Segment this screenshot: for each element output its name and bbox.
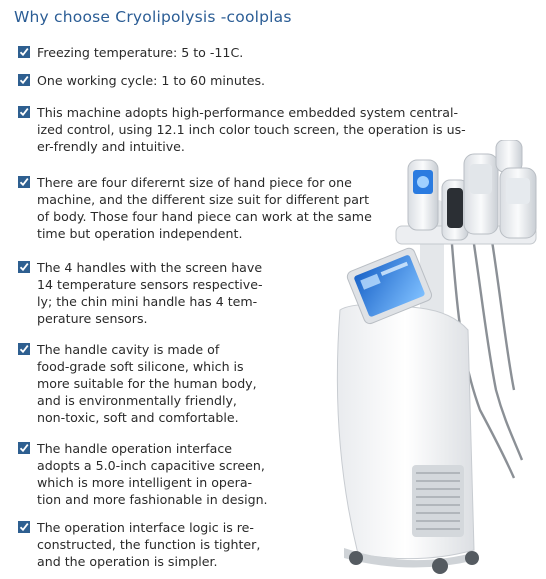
- checkbox-checked-icon: [18, 261, 30, 273]
- checkbox-checked-icon: [18, 176, 30, 188]
- feature-text-line: and is environmentally friendly,: [37, 393, 237, 408]
- feature-text-line: constructed, the function is tighter,: [37, 537, 261, 552]
- feature-text-line: The 4 handles with the screen have: [37, 260, 263, 275]
- feature-text-line: food-grade soft silicone, which is: [37, 359, 244, 374]
- page-title: Why choose Cryolipolysis -coolplas: [14, 8, 292, 26]
- feature-item: [18, 44, 243, 61]
- feature-text-line: time but operation independent.: [37, 226, 243, 241]
- feature-text-line: and the operation is simpler.: [37, 554, 218, 569]
- feature-text-line: There are four diferernt size of hand piece for one: [37, 175, 352, 190]
- checkbox-checked-icon: [18, 46, 30, 58]
- handle-piece: [464, 154, 498, 234]
- feature-text-line: tion and more fashionable in design.: [37, 492, 268, 507]
- feature-text-line: which is more intelligent in opera-: [37, 475, 253, 490]
- feature-text-line: ly; the chin mini handle has 4 tem-: [37, 294, 258, 309]
- feature-text-line: more suitable for the human body,: [37, 376, 257, 391]
- feature-text-line: of body. Those four hand piece can work at the same: [37, 209, 372, 224]
- checkbox-checked-icon: [18, 74, 30, 86]
- wheel: [465, 551, 479, 565]
- feature-text-line: The handle cavity is made of: [37, 342, 220, 357]
- feature-text-line: Freezing temperature: 5 to -11C.: [37, 45, 244, 60]
- feature-text-line: The operation interface logic is re-: [37, 520, 254, 535]
- checkbox-checked-icon: [18, 343, 30, 355]
- feature-text-line: non-toxic, soft and comfortable.: [37, 410, 239, 425]
- feature-text-line: This machine adopts high-performance embedded system central-: [37, 105, 458, 120]
- checkbox-checked-icon: [18, 521, 30, 533]
- feature-item: [18, 341, 257, 426]
- feature-text-line: er-frendly and intuitive.: [37, 139, 185, 154]
- wheel: [349, 551, 363, 565]
- feature-text-line: adopts a 5.0-inch capacitive screen,: [37, 458, 265, 473]
- feature-text-line: 14 temperature sensors respective-: [37, 277, 263, 292]
- feature-text-line: The handle operation interface: [37, 441, 232, 456]
- feature-text-line: perature sensors.: [37, 311, 148, 326]
- feature-text-line: machine, and the different size suit for different part: [37, 192, 370, 207]
- feature-text-line: ized control, using 12.1 inch color touch screen, the operation is us-: [37, 122, 466, 137]
- feature-item: [18, 72, 265, 89]
- feature-item: [18, 440, 268, 508]
- checkbox-checked-icon: [18, 106, 30, 118]
- handle-piece-with-screen: [408, 160, 438, 230]
- wheel: [432, 558, 448, 574]
- feature-item: [18, 519, 260, 570]
- machine-illustration: [300, 140, 546, 575]
- feature-text-line: One working cycle: 1 to 60 minutes.: [37, 73, 266, 88]
- chin-mini-handle: [496, 140, 536, 238]
- body-vent-grille: [412, 465, 464, 537]
- checkbox-checked-icon: [18, 442, 30, 454]
- feature-item: [18, 259, 263, 327]
